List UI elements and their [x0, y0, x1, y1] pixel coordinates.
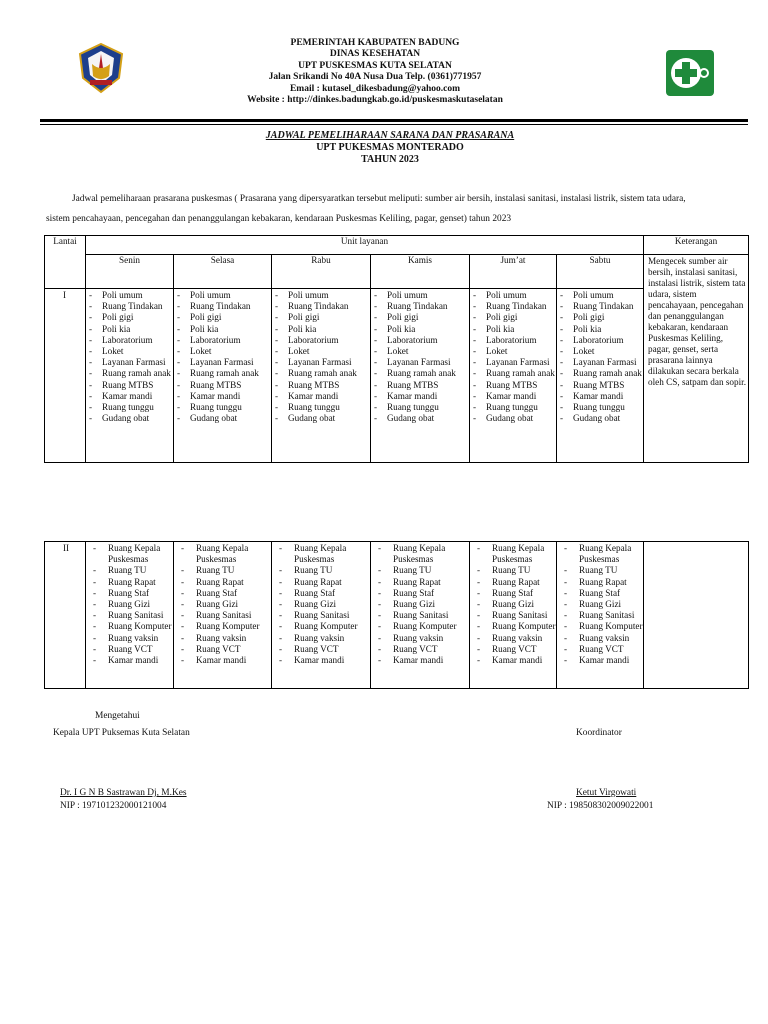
list-item: - Ruang Staf [557, 588, 643, 599]
lantai-label: I [45, 289, 86, 463]
list-item: - Loket [86, 346, 173, 357]
list-item: - Ruang Komputer [470, 621, 556, 632]
day-column-sabtu [557, 542, 644, 689]
mengetahui-label: Mengetahui [95, 711, 140, 721]
list-item: - Ruang Tindakan [557, 301, 643, 312]
list-item: - Laboratorium [86, 335, 173, 346]
right-signatory-name: Ketut Virgowati [576, 788, 637, 798]
list-item: - Poli umum [86, 290, 173, 301]
schedule-table-floor-2 [44, 541, 749, 689]
list-item: - Layanan Farmasi [557, 357, 643, 368]
list-item: - Poli umum [557, 290, 643, 301]
list-item: - Layanan Farmasi [174, 357, 271, 368]
list-item: - Ruang Sanitasi [86, 610, 173, 621]
list-item: - Kamar mandi [470, 391, 556, 402]
right-signatory-title: Koordinator [576, 728, 622, 738]
list-item: - Ruang Staf [371, 588, 469, 599]
list-item: - Ruang Kepala Puskesmas [371, 543, 469, 565]
letterhead-divider-thin [40, 124, 748, 125]
list-item: - Ruang Kepala Puskesmas [557, 543, 643, 565]
list-item: - Ruang VCT [470, 644, 556, 655]
list-item: - Ruang Sanitasi [470, 610, 556, 621]
list-item: - Layanan Farmasi [371, 357, 469, 368]
letterhead-line: Jalan Srikandi No 40A Nusa Dua Telp. (0361)771957 [268, 72, 482, 83]
list-item: - Ruang Staf [272, 588, 370, 599]
left-signatory-name: Dr. I G N B Sastrawan Dj, M.Kes [60, 788, 187, 798]
list-item: - Ruang tunggu [272, 402, 370, 413]
list-item: - Poli umum [272, 290, 370, 301]
list-item: - Ruang Kepala Puskesmas [470, 543, 556, 565]
list-item: - Ruang VCT [557, 644, 643, 655]
puskesmas-logo [664, 48, 716, 98]
list-item: - Ruang Rapat [86, 577, 173, 588]
list-item: - Ruang TU [557, 565, 643, 576]
list-item: - Ruang Kepala Puskesmas [272, 543, 370, 565]
list-item: - Ruang TU [272, 565, 370, 576]
header-day: Selasa [174, 255, 272, 289]
keterangan-note: Mengecek sumber air bersih, instalasi sanitasi, instalasi listrik, sistem tata udara, sistem pencahayaan, pencegahan dan penanggulangan kebakaran, kendaraan Puskesmas Keliling, pagar, genset, serta prasarana lainnya dilakukan secara berkala oleh CS, satpam dan sopir. [644, 255, 749, 463]
list-item: - Layanan Farmasi [86, 357, 173, 368]
list-item: - Ruang VCT [371, 644, 469, 655]
header-day: Rabu [272, 255, 371, 289]
intro-paragraph-line-2: sistem pencahayaan, pencegahan dan penanggulangan kebakaran, kendaraan Puskesmas Keliling, pagar, genset) tahun 2023 [46, 214, 512, 224]
document-title [150, 130, 630, 166]
list-item: - Ruang Gizi [371, 599, 469, 610]
list-item: - Ruang TU [470, 565, 556, 576]
list-item: - Ruang Komputer [174, 621, 271, 632]
list-item: - Ruang ramah anak [557, 368, 643, 379]
list-item: - Ruang Gizi [470, 599, 556, 610]
list-item: - Ruang Staf [174, 588, 271, 599]
list-item: - Ruang TU [86, 565, 173, 576]
list-item: - Ruang vaksin [557, 633, 643, 644]
list-item: - Ruang Sanitasi [557, 610, 643, 621]
list-item: - Ruang vaksin [470, 633, 556, 644]
list-item: - Ruang MTBS [86, 380, 173, 391]
day-column-rabu [272, 289, 371, 463]
list-item: - Gudang obat [470, 413, 556, 424]
day-column-sabtu [557, 289, 644, 463]
list-item: - Kamar mandi [470, 655, 556, 666]
list-item: - Ruang vaksin [272, 633, 370, 644]
day-column-kamis [371, 289, 470, 463]
list-item: - Kamar mandi [557, 391, 643, 402]
right-signatory-nip: NIP : 198508302009022001 [547, 801, 654, 811]
list-item: - Ruang VCT [272, 644, 370, 655]
list-item: - Poli gigi [371, 312, 469, 323]
letterhead-line: DINAS KESEHATAN [329, 49, 421, 60]
list-item: - Ruang vaksin [371, 633, 469, 644]
list-item: - Layanan Farmasi [272, 357, 370, 368]
list-item: - Laboratorium [557, 335, 643, 346]
header-day: Kamis [371, 255, 470, 289]
list-item: - Loket [174, 346, 271, 357]
day-column-selasa [174, 289, 272, 463]
list-item: - Ruang MTBS [557, 380, 643, 391]
list-item: - Gudang obat [86, 413, 173, 424]
list-item: - Ruang vaksin [86, 633, 173, 644]
list-item: - Ruang Tindakan [86, 301, 173, 312]
list-item: - Poli umum [371, 290, 469, 301]
list-item: - Ruang Sanitasi [174, 610, 271, 621]
list-item: - Poli gigi [272, 312, 370, 323]
list-item: - Ruang VCT [174, 644, 271, 655]
letterhead-line: Website : http://dinkes.badungkab.go.id/puskesmaskutaselatan [247, 95, 503, 106]
list-item: - Loket [371, 346, 469, 357]
header-day: Senin [86, 255, 174, 289]
left-signatory-title: Kepala UPT Puksemas Kuta Selatan [53, 728, 190, 738]
list-item: - Poli kia [272, 324, 370, 335]
header-unit-layanan: Unit layanan [86, 236, 644, 255]
list-item: - Ruang vaksin [174, 633, 271, 644]
list-item: - Ruang Sanitasi [272, 610, 370, 621]
day-column-senin [86, 289, 174, 463]
list-item: - Gudang obat [371, 413, 469, 424]
list-item: - Kamar mandi [86, 391, 173, 402]
list-item: - Ruang ramah anak [470, 368, 556, 379]
letterhead-line: UPT PUSKESMAS KUTA SELATAN [298, 60, 452, 71]
list-item: - Ruang Staf [470, 588, 556, 599]
list-item: - Ruang tunggu [470, 402, 556, 413]
list-item: - Ruang Komputer [557, 621, 643, 632]
list-item: - Ruang Sanitasi [371, 610, 469, 621]
list-item: - Ruang tunggu [174, 402, 271, 413]
letterhead-divider-thick [40, 119, 748, 122]
list-item: - Kamar mandi [86, 655, 173, 666]
day-column-senin [86, 542, 174, 689]
list-item: - Poli kia [371, 324, 469, 335]
list-item: - Layanan Farmasi [470, 357, 556, 368]
schedule-table-floor-1 [44, 235, 749, 463]
list-item: - Kamar mandi [174, 655, 271, 666]
list-item: - Ruang Komputer [371, 621, 469, 632]
list-item: - Laboratorium [371, 335, 469, 346]
list-item: - Ruang Staf [86, 588, 173, 599]
list-item: - Ruang Kepala Puskesmas [86, 543, 173, 565]
list-item: - Ruang MTBS [371, 380, 469, 391]
list-item: - Gudang obat [557, 413, 643, 424]
list-item: - Poli gigi [557, 312, 643, 323]
list-item: - Ruang MTBS [470, 380, 556, 391]
lantai-label: II [45, 542, 86, 689]
list-item: - Poli kia [86, 324, 173, 335]
list-item: - Poli kia [174, 324, 271, 335]
list-item: - Ruang tunggu [557, 402, 643, 413]
day-column-jumat [470, 289, 557, 463]
list-item: - Kamar mandi [272, 391, 370, 402]
title-line-3: TAHUN 2023 [361, 154, 419, 165]
list-item: - Loket [470, 346, 556, 357]
title-line-1: JADWAL PEMELIHARAAN SARANA DAN PRASARANA [265, 130, 515, 141]
list-item: - Loket [272, 346, 370, 357]
list-item: - Gudang obat [174, 413, 271, 424]
day-column-selasa [174, 542, 272, 689]
list-item: - Poli gigi [86, 312, 173, 323]
list-item: - Poli umum [470, 290, 556, 301]
header-day: Jum’at [470, 255, 557, 289]
list-item: - Kamar mandi [371, 655, 469, 666]
day-column-rabu [272, 542, 371, 689]
header-keterangan: Keterangan [644, 236, 749, 255]
list-item: - Ruang Gizi [272, 599, 370, 610]
letterhead-line: Email : kutasel_dikesbadung@yahoo.com [289, 83, 461, 94]
list-item: - Ruang Tindakan [470, 301, 556, 312]
list-item: - Ruang tunggu [86, 402, 173, 413]
list-item: - Kamar mandi [174, 391, 271, 402]
list-item: - Ruang TU [174, 565, 271, 576]
list-item: - Ruang Gizi [86, 599, 173, 610]
list-item: - Ruang Rapat [272, 577, 370, 588]
list-item: - Ruang Tindakan [174, 301, 271, 312]
title-line-2: UPT PUKESMAS MONTERADO [316, 142, 464, 153]
list-item: - Gudang obat [272, 413, 370, 424]
list-item: - Ruang VCT [86, 644, 173, 655]
list-item: - Ruang Komputer [272, 621, 370, 632]
list-item: - Ruang Gizi [557, 599, 643, 610]
list-item: - Kamar mandi [557, 655, 643, 666]
list-item: - Ruang Rapat [470, 577, 556, 588]
list-item: - Ruang MTBS [174, 380, 271, 391]
list-item: - Laboratorium [470, 335, 556, 346]
list-item: - Loket [557, 346, 643, 357]
list-item: - Ruang Rapat [371, 577, 469, 588]
list-item: - Ruang tunggu [371, 402, 469, 413]
header-lantai: Lantai [45, 236, 86, 289]
list-item: - Ruang Tindakan [272, 301, 370, 312]
list-item: - Ruang ramah anak [86, 368, 173, 379]
left-signatory-nip: NIP : 197101232000121004 [60, 801, 167, 811]
list-item: - Ruang Gizi [174, 599, 271, 610]
list-item: - Poli gigi [174, 312, 271, 323]
list-item: - Ruang Rapat [557, 577, 643, 588]
list-item: - Ruang ramah anak [174, 368, 271, 379]
day-column-kamis [371, 542, 470, 689]
letterhead-line: PEMERINTAH KABUPATEN BADUNG [290, 38, 460, 48]
list-item: - Laboratorium [174, 335, 271, 346]
list-item: - Poli umum [174, 290, 271, 301]
letterhead-text [150, 38, 600, 106]
list-item: - Poli gigi [470, 312, 556, 323]
header-day: Sabtu [557, 255, 644, 289]
list-item: - Laboratorium [272, 335, 370, 346]
list-item: - Poli kia [470, 324, 556, 335]
list-item: - Ruang TU [371, 565, 469, 576]
list-item: - Ruang Kepala Puskesmas [174, 543, 271, 565]
list-item: - Ruang Rapat [174, 577, 271, 588]
list-item: - Ruang MTBS [272, 380, 370, 391]
list-item: - Ruang ramah anak [272, 368, 370, 379]
list-item: - Ruang Komputer [86, 621, 173, 632]
list-item: - Ruang Tindakan [371, 301, 469, 312]
keterangan-note [644, 542, 749, 689]
list-item: - Poli kia [557, 324, 643, 335]
list-item: - Kamar mandi [272, 655, 370, 666]
badung-regency-emblem [76, 42, 126, 94]
intro-paragraph-line-1: Jadwal pemeliharaan prasarana puskesmas ( Prasarana yang dipersyaratkan tersebut meliputi: sumber air bersih, instalasi sanitasi, instalasi listrik, sistem tata udara, [72, 194, 686, 204]
list-item: - Kamar mandi [371, 391, 469, 402]
list-item: - Ruang ramah anak [371, 368, 469, 379]
day-column-jumat [470, 542, 557, 689]
